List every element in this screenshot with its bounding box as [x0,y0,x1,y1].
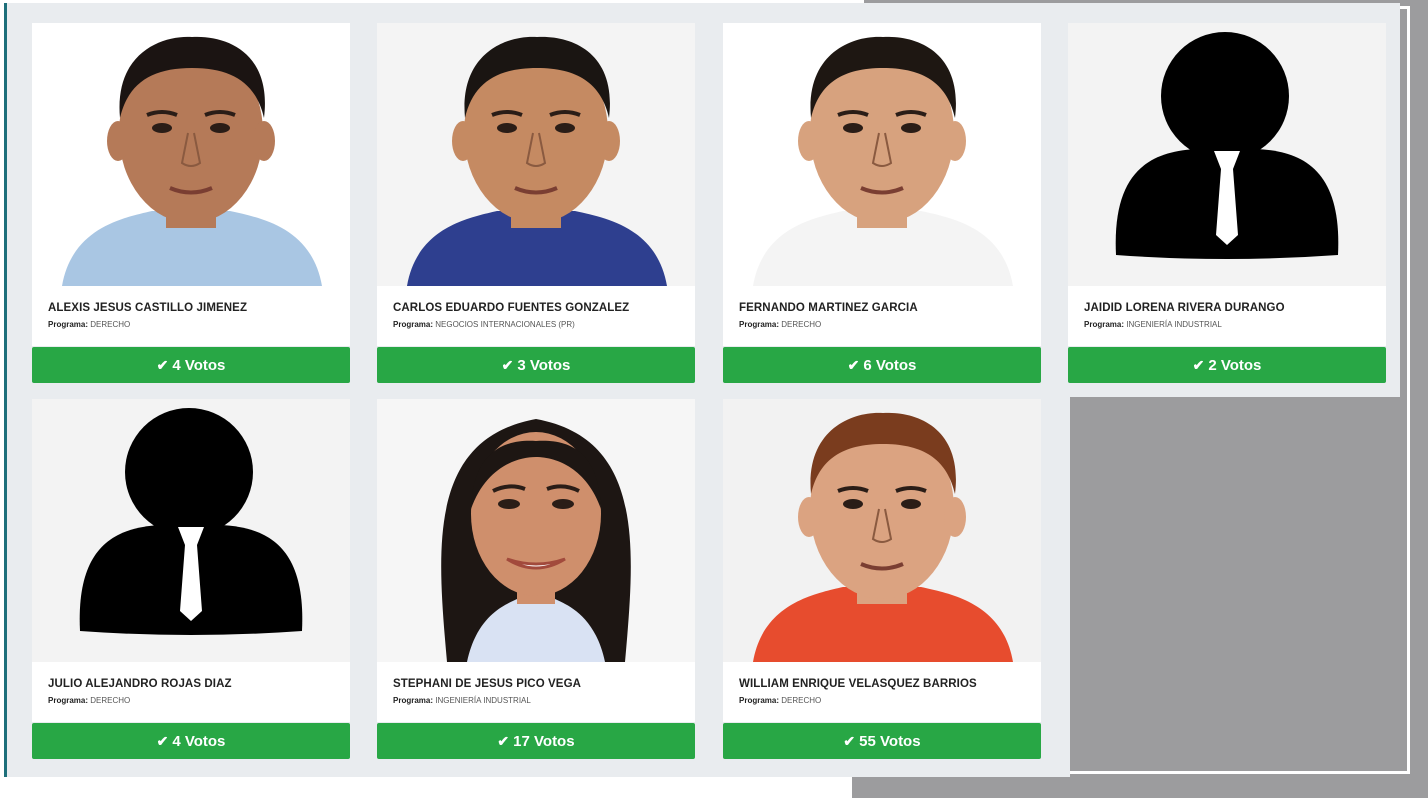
candidate-info [1068,286,1386,346]
candidate-photo [32,23,350,286]
candidate-card [377,399,695,759]
program-label: Programa: [393,696,434,705]
vote-button[interactable] [723,347,1041,383]
candidate-photo [377,399,695,662]
candidate-name: WILLIAM ENRIQUE VELASQUEZ BARRIOS [739,678,977,690]
program-label: Programa: [1084,320,1125,329]
candidate-card [1068,23,1386,383]
vote-button[interactable] [32,347,350,383]
candidate-program [1084,320,1222,329]
vote-button[interactable] [1068,347,1386,383]
vote-count: 17 Votos [513,732,575,750]
vote-count: 4 Votos [172,356,226,374]
program-label: Programa: [393,320,434,329]
vote-count: 3 Votos [517,356,571,374]
vote-count: 2 Votos [1208,356,1262,374]
candidate-card [32,399,350,759]
vote-button[interactable] [723,723,1041,759]
candidate-photo [723,399,1041,662]
candidate-info [723,286,1041,346]
candidate-photo [723,23,1041,286]
candidate-name: STEPHANI DE JESUS PICO VEGA [393,678,582,690]
candidate-info [32,286,350,346]
program-value: DERECHO [90,320,131,329]
candidate-program [48,696,130,705]
candidate-program [393,320,575,329]
candidate-info [723,662,1041,722]
candidate-name: JAIDID LORENA RIVERA DURANGO [1084,302,1285,314]
check-icon: ✔ [1192,356,1205,373]
program-label: Programa: [48,696,89,705]
check-icon: ✔ [501,356,514,373]
vote-count: 6 Votos [863,356,917,374]
program-label: Programa: [739,320,780,329]
program-label: Programa: [48,320,89,329]
candidate-name: FERNANDO MARTINEZ GARCIA [739,302,918,314]
program-value: INGENIERÍA INDUSTRIAL [435,696,531,705]
candidate-name: CARLOS EDUARDO FUENTES GONZALEZ [393,302,630,314]
check-icon: ✔ [156,356,169,373]
candidate-program [393,696,531,705]
candidate-card [723,23,1041,383]
candidate-card [723,399,1041,759]
check-icon: ✔ [497,732,510,749]
candidate-info [32,662,350,722]
candidate-program [48,320,130,329]
program-value: DERECHO [781,320,822,329]
check-icon: ✔ [156,732,169,749]
vote-button[interactable] [377,723,695,759]
check-icon: ✔ [847,356,860,373]
candidate-photo [1068,23,1386,286]
check-icon: ✔ [843,732,856,749]
vote-count: 4 Votos [172,732,226,750]
program-label: Programa: [739,696,780,705]
candidate-program [739,320,821,329]
program-value: INGENIERÍA INDUSTRIAL [1126,320,1222,329]
candidate-name: ALEXIS JESUS CASTILLO JIMENEZ [48,302,248,314]
program-value: NEGOCIOS INTERNACIONALES (PR) [435,320,575,329]
candidate-info [377,286,695,346]
vote-count: 55 Votos [859,732,921,750]
candidate-program [739,696,821,705]
candidate-card [32,23,350,383]
candidate-name: JULIO ALEJANDRO ROJAS DIAZ [48,678,232,690]
vote-button[interactable] [377,347,695,383]
vote-button[interactable] [32,723,350,759]
candidate-photo [377,23,695,286]
candidate-info [377,662,695,722]
program-value: DERECHO [781,696,822,705]
candidate-card [377,23,695,383]
candidate-photo [32,399,350,662]
program-value: DERECHO [90,696,131,705]
